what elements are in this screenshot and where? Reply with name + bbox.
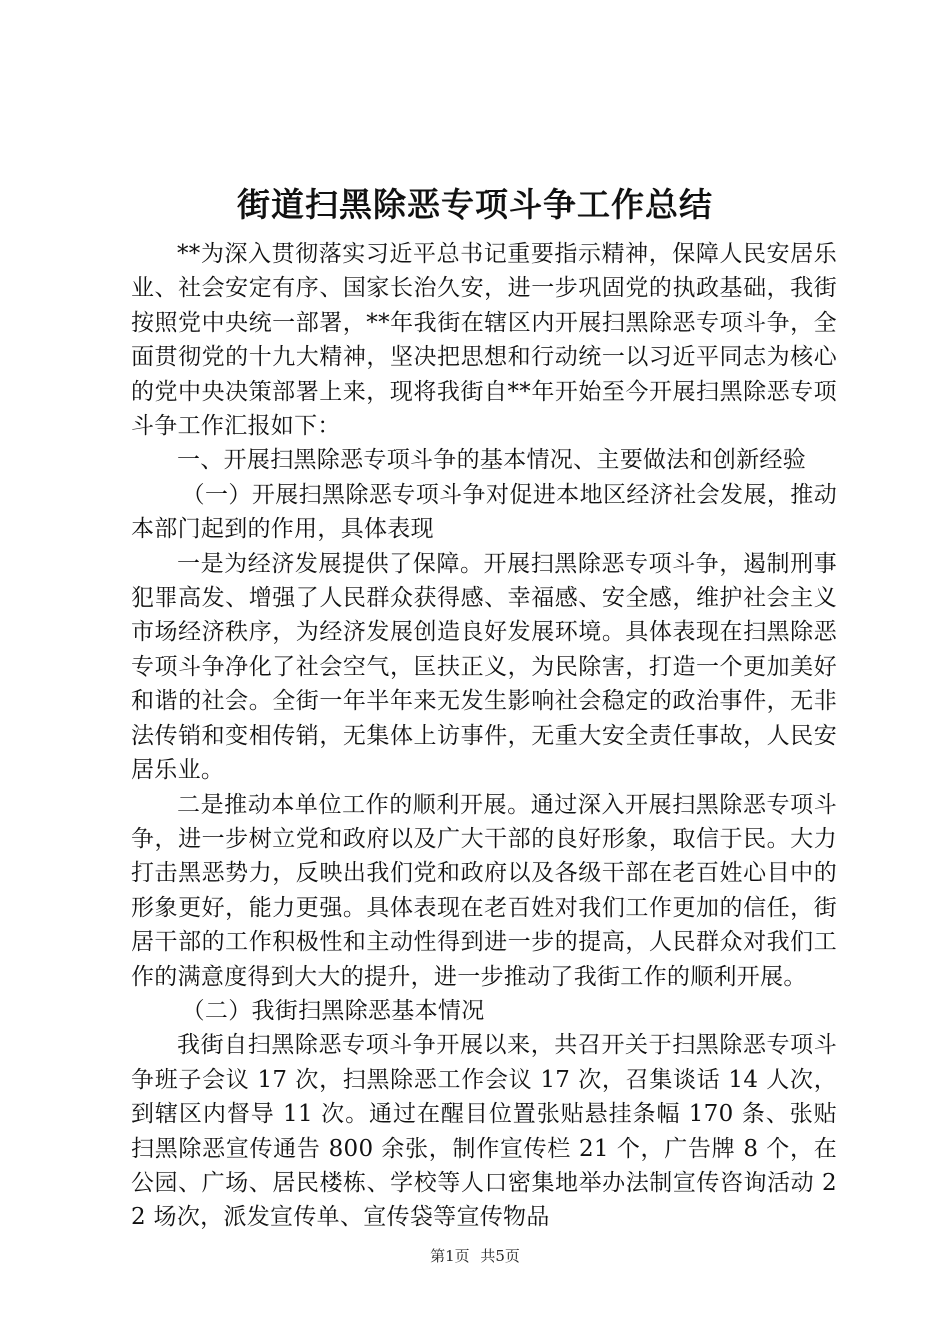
subsection-heading-1: （一）开展扫黑除恶专项斗争对促进本地区经济社会发展，推动本部门起到的作用，具体表现 [131, 481, 837, 543]
paragraph-basic-situation: 我街自扫黑除恶专项斗争开展以来，共召开关于扫黑除恶专项斗争班子会议 17 次，扫黑除恶工作会议 17 次，召集谈话 14 人次，到辖区内督导 11 次。通过在醒目位置张贴悬挂条幅 170 条、张贴扫黑除恶宣传通告 800 余张，制作宣传栏 21 个，广告牌 8 个，在公园、广场、居民楼栋、学校等人口密集地举办法制宣传咨询活动 22 场次，派发宣传单、宣传袋等宣传物品 [131, 1032, 837, 1231]
page-total: 共5页 [480, 1247, 520, 1265]
document-body [131, 237, 837, 1235]
paragraph-economic: 一是为经济发展提供了保障。开展扫黑除恶专项斗争，遏制刑事犯罪高发、增强了人民群众获得感、幸福感、安全感，维护社会主义市场经济秩序，为经济发展创造良好发展环境。具体表现在扫黑除恶专项斗争净化了社会空气，匡扶正义，为民除害，打造一个更加美好和谐的社会。全街一年半年来无发生影响社会稳定的政治事件，无非法传销和变相传销，无集体上访事件，无重大安全责任事故，人民安居乐业。 [131, 550, 837, 784]
page-footer [0, 1246, 950, 1266]
paragraph-intro: **为深入贯彻落实习近平总书记重要指示精神，保障人民安居乐业、社会安定有序、国家长治久安，进一步巩固党的执政基础，我街按照党中央统一部署，**年我街在辖区内开展扫黑除恶专项斗争，全面贯彻党的十九大精神，坚决把思想和行动统一以习近平同志为核心的党中央决策部署上来，现将我街自**年开始至今开展扫黑除恶专项斗争工作汇报如下： [131, 241, 837, 440]
document-title: 街道扫黑除恶专项斗争工作总结 [237, 185, 713, 224]
page-number: 第1页 [430, 1247, 470, 1265]
subsection-heading-2: （二）我街扫黑除恶基本情况 [181, 997, 485, 1024]
paragraph-work-progress: 二是推动本单位工作的顺利开展。通过深入开展扫黑除恶专项斗争，进一步树立党和政府以及广大干部的良好形象，取信于民。大力打击黑恶势力，反映出我们党和政府以及各级干部在老百姓心目中的形象更好，能力更强。具体表现在老百姓对我们工作更加的信任，街居干部的工作积极性和主动性得到进一步的提高，人民群众对我们工作的满意度得到大大的提升，进一步推动了我街工作的顺利开展。 [131, 791, 837, 990]
section-heading-1: 一、开展扫黑除恶专项斗争的基本情况、主要做法和创新经验 [177, 447, 807, 474]
